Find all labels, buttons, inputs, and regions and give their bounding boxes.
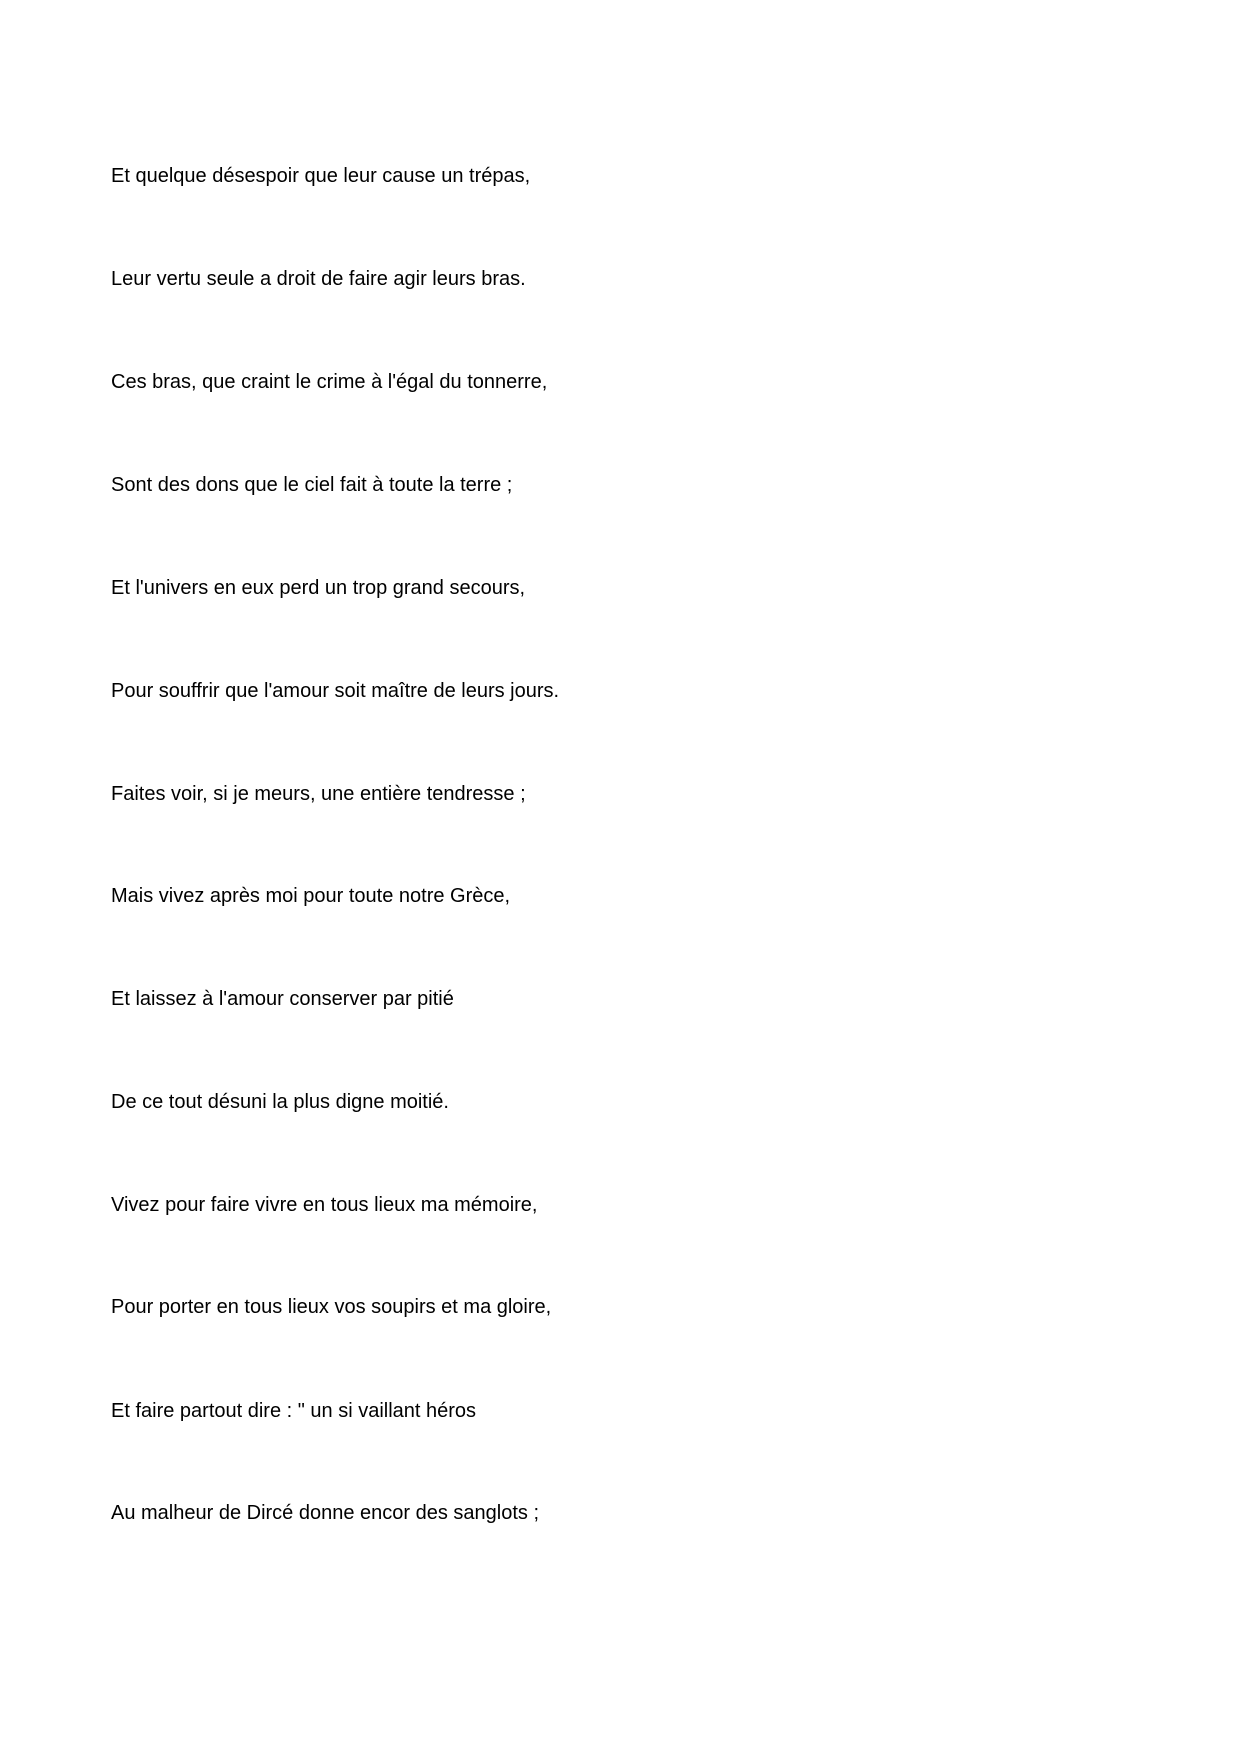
- verse-line: De ce tout désuni la plus digne moitié.: [111, 1091, 449, 1113]
- verse-line: Leur vertu seule a droit de faire agir leurs bras.: [111, 268, 526, 290]
- verse-line: Mais vivez après moi pour toute notre Grèce,: [111, 885, 511, 907]
- verse-line: Et quelque désespoir que leur cause un trépas,: [111, 165, 531, 187]
- verse-line: Au malheur de Dircé donne encor des sanglots ;: [111, 1502, 540, 1524]
- verse-line: Et laissez à l'amour conserver par pitié: [111, 988, 454, 1010]
- verse-line: Et faire partout dire : " un si vaillant héros: [111, 1400, 477, 1422]
- verse-line: Ces bras, que craint le crime à l'égal du tonnerre,: [111, 371, 548, 393]
- verse-line: Et l'univers en eux perd un trop grand secours,: [111, 577, 526, 599]
- verse-line: Pour souffrir que l'amour soit maître de leurs jours.: [111, 680, 560, 702]
- verse-line: Sont des dons que le ciel fait à toute la terre ;: [111, 474, 513, 496]
- verse-line: Pour porter en tous lieux vos soupirs et ma gloire,: [111, 1296, 552, 1318]
- verse-line: Faites voir, si je meurs, une entière tendresse ;: [111, 783, 526, 805]
- verse-line: Vivez pour faire vivre en tous lieux ma mémoire,: [111, 1194, 538, 1216]
